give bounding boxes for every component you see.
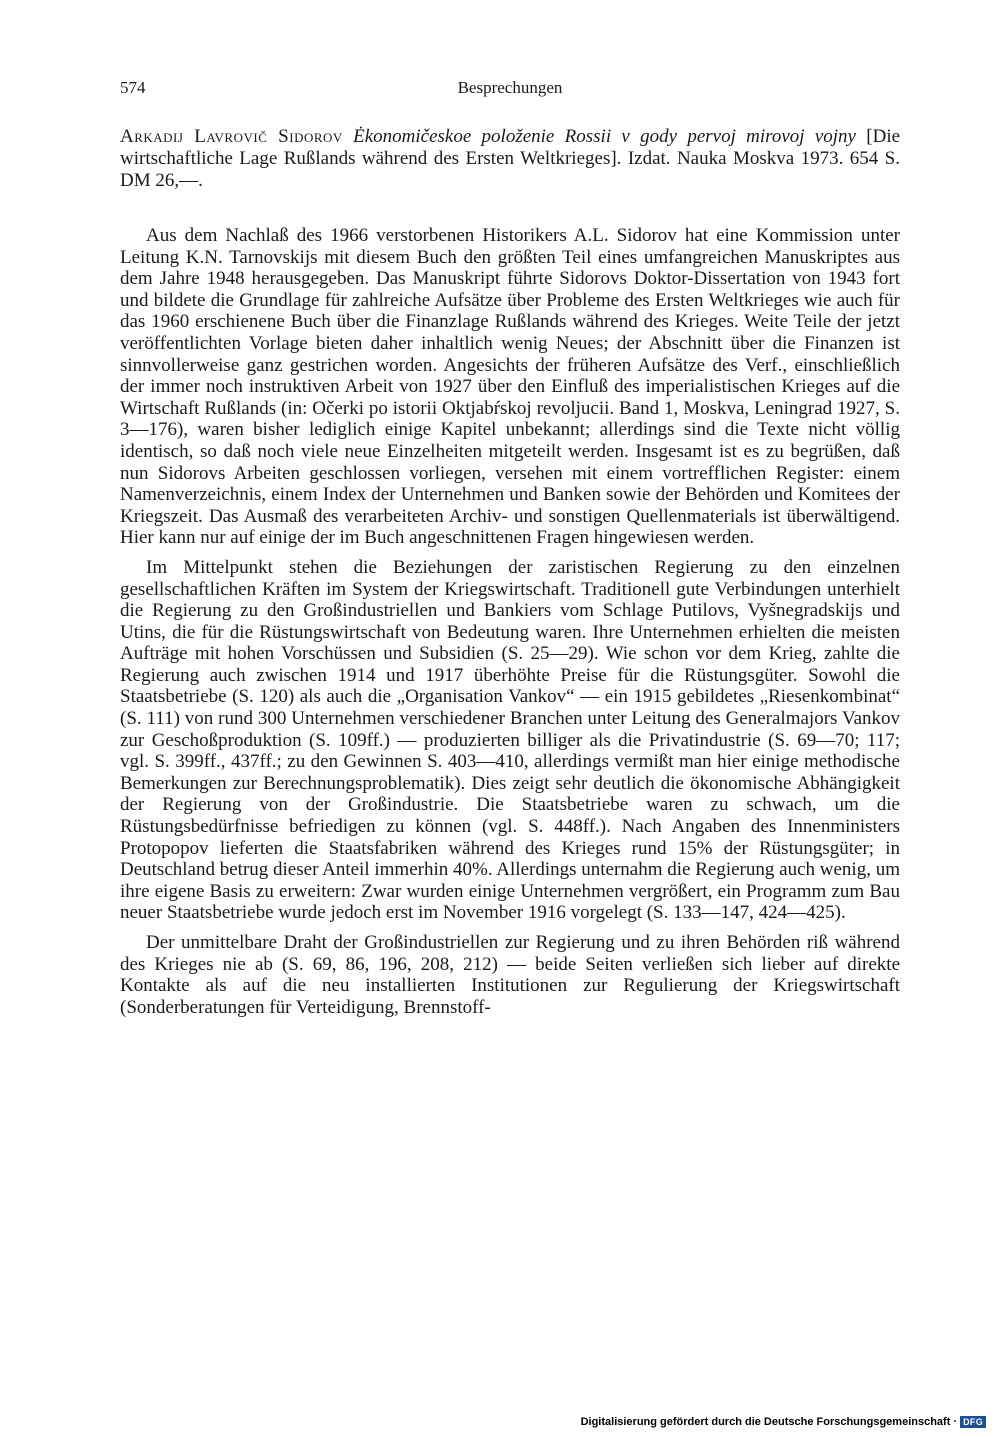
paragraph: Der unmittelbare Draht der Großindustriellen zur Regierung und zu ihren Behörden riß während des Krieges nie ab (S. 69, 86, 196, 208, 212) — beide Seiten verließen sich lieber auf direkte Kontakte als auf die neu installierten Institutionen zur Regulierung der Kriegswirtschaft (Sonderberatungen für Verteidigung, Brennstoff- — [120, 932, 900, 1018]
page-number: 574 — [120, 78, 146, 97]
dfg-logo: DFG — [960, 1416, 986, 1428]
book-citation — [120, 126, 900, 192]
digitization-footer — [581, 1413, 986, 1431]
paragraph: Im Mittelpunkt stehen die Beziehungen der zaristischen Regierung zu den einzelnen gesellschaftlichen Kräften im System der Kriegswirtschaft. Traditionell gute Verbindungen unterhielt die Regierung zu den Großindustriellen und Bankiers vom Schlage Putilovs, Vyšnegradskijs und Utins, die für die Rüstungswirtschaft von Bedeutung waren. Ihre Unternehmen erhielten die meisten Aufträge mit hohen Vorschüssen und Subsidien (S. 25—29). Wie schon vor dem Krieg, zahlte die Regierung auch zwischen 1914 und 1917 überhöhte Preise für die Rüstungsgüter. Sowohl die Staatsbetriebe (S. 120) als auch die „Organisation Vankov“ — ein 1915 gebildetes „Riesenkombinat“ (S. 111) von rund 300 Unternehmen verschiedener Branchen unter Leitung des Generalmajors Vankov zur Geschoßproduktion (S. 109ff.) — produzierten billiger als die Privatindustrie (S. 69—70; 117; vgl. S. 399ff., 437ff.; zu den Gewinnen S. 403—410, allerdings vermißt man hier einige methodische Bemerkungen zur Berechnungsproblematik). Dies zeigt sehr deutlich die ökonomische Abhängigkeit der Regierung von der Großindustrie. Die Staatsbetriebe waren zu schwach, um die Rüstungsbedürfnisse befriedigen zu können (vgl. S. 448ff.). Nach Angaben des Innenministers Protopopov lieferten die Staatsfabriken während des Krieges rund 15% der Rüstungsgüter; in Deutschland betrug dieser Anteil immerhin 40%. Allerdings unternahm die Regierung auch wenig, um ihre eigene Basis zu erweitern: Zwar wurden einige Unternehmen vergrößert, ein Programm zum Bau neuer Staatsbetriebe wurde jedoch erst im November 1916 vorgelegt (S. 133—147, 424—425). — [120, 556, 900, 924]
book-details: [Die wirtschaftliche Lage Rußlands während des Ersten Weltkrieges]. Izdat. Nauka Moskva 1973. 654 S. DM 26,—. — [120, 126, 901, 191]
page-header — [120, 78, 900, 102]
paragraph: Aus dem Nachlaß des 1966 verstorbenen Historikers A.L. Sidorov hat eine Kommission unter Leitung K.N. Tarnovskijs mit diesem Buch den größten Teil eines umfangreichen Manuskriptes aus dem Jahre 1948 herausgegeben. Das Manuskript führte Sidorovs Doktor-Dissertation von 1943 fort und bildete die Grundlage für zahlreiche Aufsätze über Probleme des Ersten Weltkrieges wie auch für das 1960 erschienene Buch über die Finanzlage Rußlands während des Krieges. Weite Teile der jetzt veröffentlichten Vorlage bieten daher inhaltlich wenig Neues; der Abschnitt über die Finanzen ist sinnvollerweise ganz gestrichen worden. Angesichts der früheren Aufsätze des Verf., einschließlich der immer noch instruktiven Arbeit von 1927 über den Einfluß des imperialistischen Krieges auf die Wirtschaft Rußlands (in: Očerki po istorii Oktjabŕskoj revoljucii. Band 1, Moskva, Leningrad 1927, S. 3—176), waren bisher lediglich einige Kapitel unbekannt; allerdings sind die Texte nicht völlig identisch, so daß noch viele neue Einzelheiten mitgeteilt werden. Insgesamt ist es zu begrüßen, daß nun Sidorovs Arbeiten geschlossen vorliegen, versehen mit einem vortrefflichen Register: einem Namenverzeichnis, einem Index der Unternehmen und Banken sowie der Behörden und Komitees der Kriegszeit. Das Ausmaß des verarbeiteten Archiv- und sonstigen Quellenmaterials ist überwältigend. Hier kann nur auf einige der im Buch angeschnittenen Fragen hingewiesen werden. — [120, 225, 900, 549]
book-author: Arkadij Lavrovič Sidorov — [120, 126, 343, 147]
review-body — [120, 225, 900, 1026]
running-head: Besprechungen — [457, 78, 563, 97]
book-title: Ėkonomičeskoe položenie Rossii v gody pervoj mirovoj vojny — [353, 126, 856, 147]
footer-text: Digitalisierung gefördert durch die Deutsche Forschungsgemeinschaft · — [580, 1416, 958, 1428]
